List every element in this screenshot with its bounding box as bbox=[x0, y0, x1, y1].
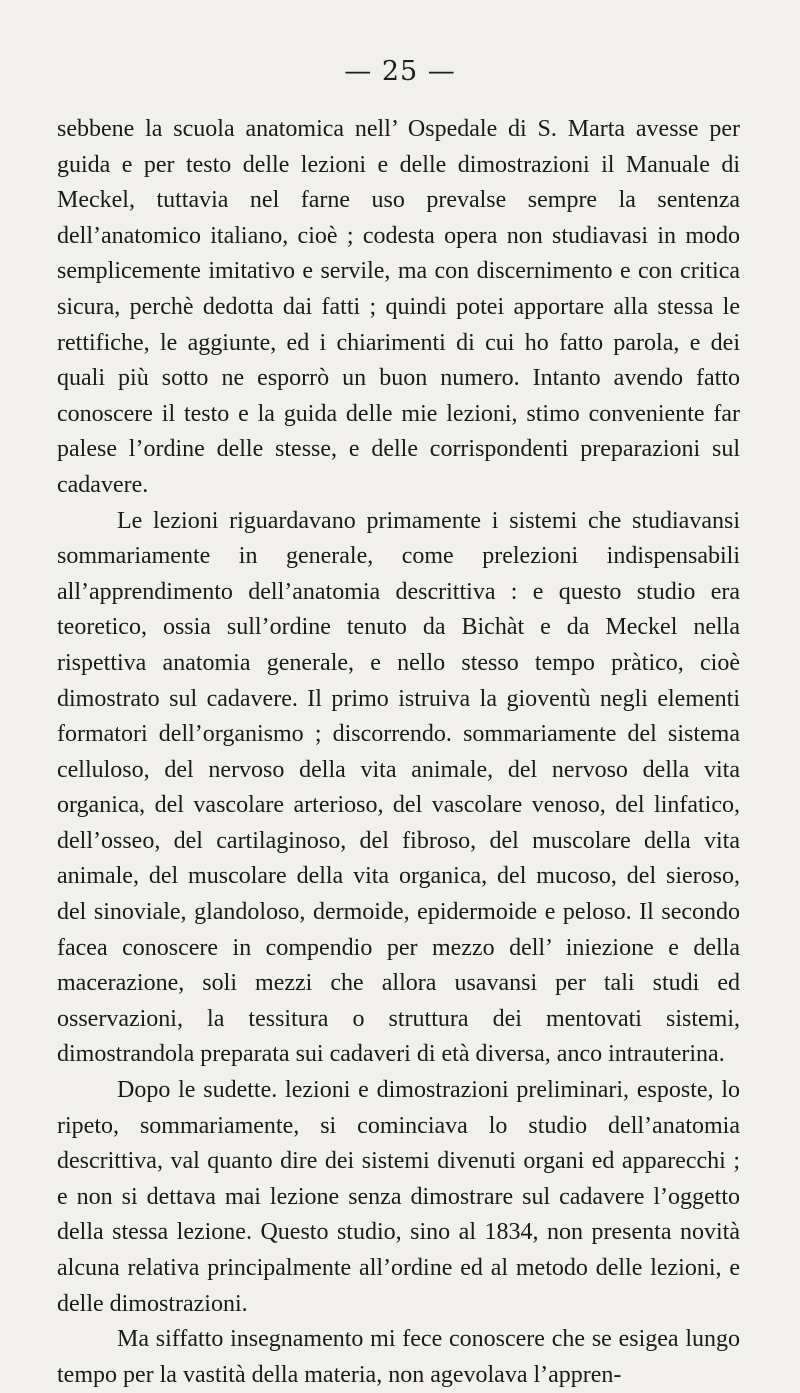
paragraph: Ma siffatto insegnamento mi fece conoscere che se esigea lungo tempo per la vastità della materia, non agevolava l’appren- bbox=[57, 1326, 740, 1388]
page-number: — 25 — bbox=[344, 56, 456, 87]
paragraph: Dopo le sudette. lezioni e dimostrazioni preliminari, esposte, lo ripeto, sommariamente, si cominciava lo studio dell’anatomia descrittiva, val quanto dire dei sistemi divenuti organi ed apparecchi ; e non si dettava mai lezione senza dimostrare sul cadavere l’oggetto della stessa lezione. Questo studio, sino al 1834, non presenta novità alcuna relativa principalmente all’ordine ed al metodo delle lezioni, e delle dimostrazioni. bbox=[57, 1077, 740, 1317]
body-text bbox=[57, 112, 740, 1393]
paragraph: Le lezioni riguardavano primamente i sistemi che studiavansi sommariamente in generale, come prelezioni indispensabili all’apprendimento dell’anatomia descrittiva : e questo studio era teoretico, ossia sull’ordine tenuto da Bichàt e da Meckel nella rispettiva anatomia generale, e nello stesso tempo pràtico, cioè dimostrato sul cadavere. Il primo istruiva la gioventù negli elementi formatori dell’organismo ; discorrendo. sommariamente del sistema celluloso, del nervoso della vita animale, del nervoso della vita organica, del vascolare arterioso, del vascolare venoso, del linfatico, dell’osseo, del cartilaginoso, del fibroso, del muscolare della vita animale, del muscolare della vita organica, del mucoso, del sieroso, del sinoviale, glandoloso, dermoide, epidermoide e peloso. Il secondo facea conoscere in compendio per mezzo dell’ iniezione e della macerazione, soli mezzi che allora usavansi per tali studi ed osservazioni, la tessitura o struttura dei mentovati sistemi, dimostrandola preparata sui cadaveri di età diversa, anco intrauterina. bbox=[57, 507, 740, 1068]
paragraph-continuation: sebbene la scuola anatomica nell’ Ospedale di S. Marta avesse per guida e per testo delle lezioni e delle dimostrazioni il Manuale di Meckel, tuttavia nel farne uso prevalse sempre la sentenza dell’anatomico italiano, cioè ; codesta opera non studiavasi in modo semplicemente imitativo e servile, ma con discernimento e con critica sicura, perchè dedotta dai fatti ; quindi potei apportare alla stessa le rettifiche, le aggiunte, ed i chiarimenti di cui ho fatto parola, e dei quali più sotto ne esporrò un buon numero. Intanto avendo fatto conoscere il testo e la guida delle mie lezioni, stimo conveniente far palese l’ordine delle stesse, e delle corrispondenti preparazioni sul cadavere. bbox=[57, 116, 740, 498]
